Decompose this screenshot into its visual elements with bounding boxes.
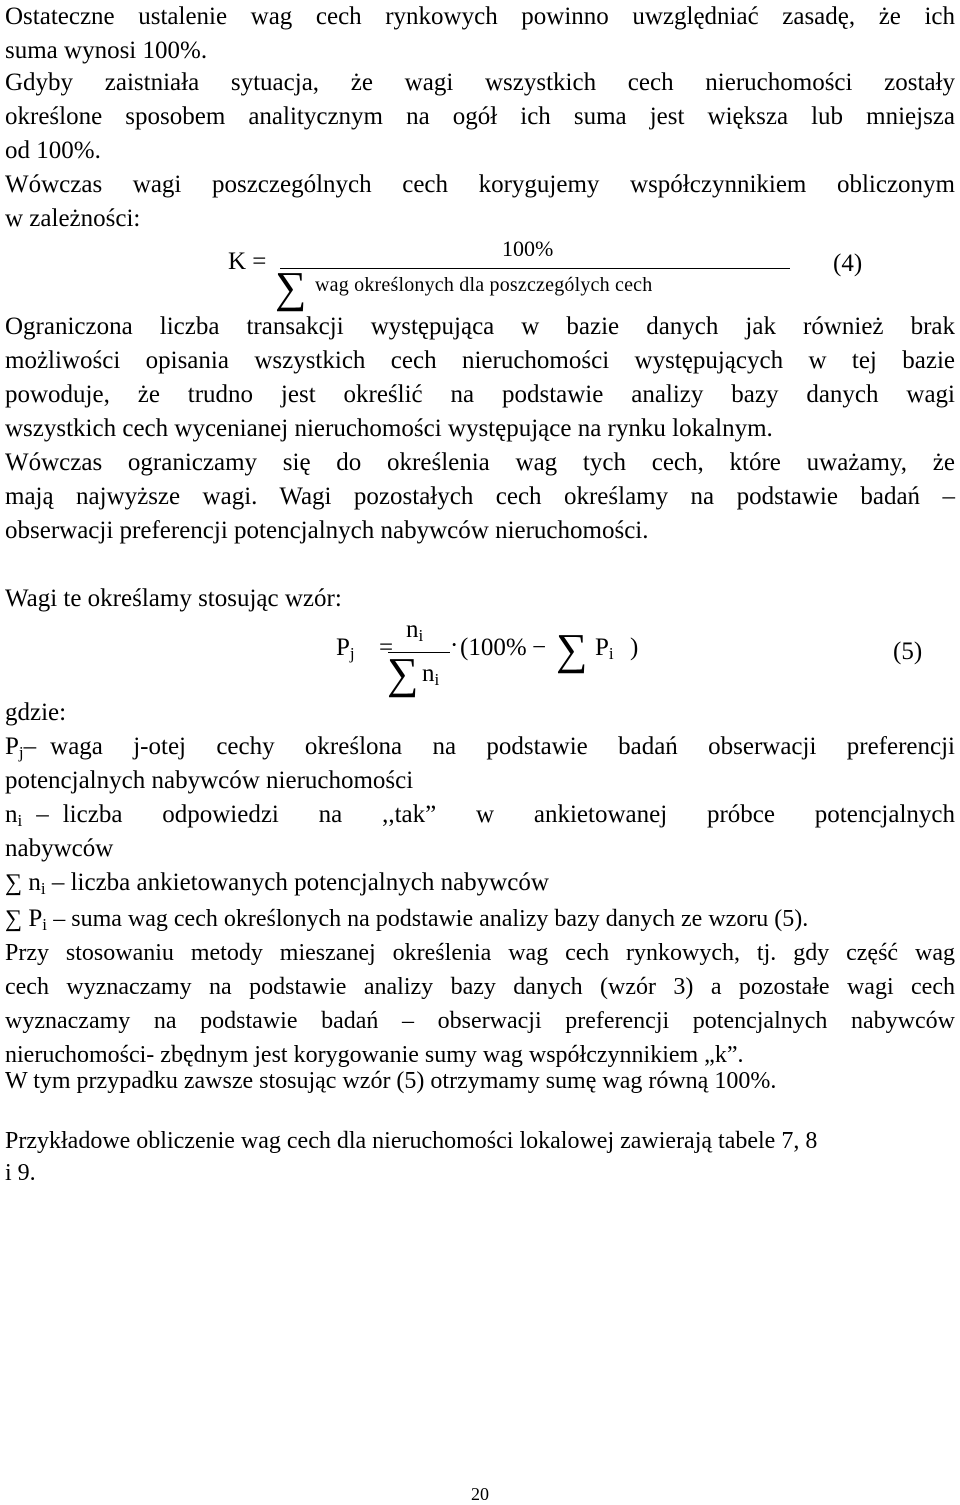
pj-symbol: $P_j$: [5, 733, 24, 762]
gdzie-label: gdzie:: [5, 699, 67, 726]
ni-definition-line-1: [5, 798, 955, 832]
formula-5-dot: ·: [450, 632, 459, 659]
ni-definition-line-2: nabywców: [5, 835, 114, 862]
pj-definition-line-1: [5, 730, 955, 764]
paragraph-3-line-1: Wówczas wagi poszczególnych cech korygujemy współczynnikiem obliczonym: [5, 171, 955, 198]
sum-ni-definition-text: – liczba ankietowanych potencjalnych nabywców: [51, 869, 549, 896]
page-number: 20: [471, 1484, 489, 1504]
formula-4: [5, 236, 955, 312]
paragraph-2-line-3: od 100%.: [5, 137, 101, 164]
pj-definition-text: waga j-otej cechy określona na podstawie badań obserwacji preferencji: [50, 733, 955, 760]
paragraph-9-line-1: Przykładowe obliczenie wag cech dla nieruchomości lokalowej zawierają tabele 7, 8: [5, 1128, 818, 1154]
sum-pi-definition-text: – suma wag cech określonych na podstawie analizy bazy danych ze wzoru (5).: [53, 906, 809, 932]
sum-ni-symbol: $n_i$: [28, 869, 46, 898]
formula-5-sigma-denominator: ∑: [387, 649, 419, 698]
paragraph-4-line-3: powoduje, że trudno jest określić na podstawie analizy bazy danych wagi: [5, 381, 955, 408]
paragraph-9-line-2: i 9.: [5, 1160, 36, 1186]
formula-5-minus: −: [532, 634, 547, 661]
paragraph-4-line-2: możliwości opisania wszystkich cech nieruchomości występujących w tej bazie: [5, 347, 955, 374]
sum-pi-symbol: $P_i$: [28, 905, 47, 934]
sum-pi-sigma: ∑: [5, 906, 23, 932]
paragraph-7-line-3: wyznaczamy na podstawie badań – obserwacji preferencji potencjalnych nabywców: [5, 1008, 955, 1034]
formula-4-number: (4): [833, 250, 863, 277]
paragraph-6: Wagi te określamy stosując wzór:: [5, 585, 342, 612]
sum-pi-definition: [5, 902, 808, 936]
formula-5-open: (100%: [460, 634, 527, 661]
paragraph-1-line-1: Ostateczne ustalenie wag cech rynkowych powinno uwzględniać zasadę, że ich: [5, 3, 955, 30]
pj-definition-line-2: potencjalnych nabywców nieruchomości: [5, 767, 414, 794]
formula-5-close: ): [630, 634, 639, 661]
formula-5-pi: $P_i$: [595, 634, 614, 663]
paragraph-4-line-1: Ograniczona liczba transakcji występująca w bazie danych jak również brak: [5, 313, 955, 340]
pj-dash: –: [23, 733, 37, 760]
paragraph-3-line-2: w zależności:: [5, 205, 141, 232]
formula-4-fraction-bar: [280, 268, 790, 269]
sum-ni-definition: [5, 866, 549, 900]
paragraph-7-line-2: cech wyznaczamy na podstawie analizy bazy danych (wzór 3) a pozostałe wagi cech: [5, 974, 955, 1000]
formula-5: [5, 616, 955, 696]
paragraph-1-line-2: suma wynosi 100%.: [5, 37, 208, 64]
ni-dash: –: [36, 801, 49, 828]
formula-5-numerator: $n_i$: [406, 616, 424, 645]
paragraph-4-line-4: wszystkich cech wycenianej nieruchomości występujące na rynku lokalnym.: [5, 415, 773, 442]
paragraph-7-line-1: Przy stosowaniu metody mieszanej określenia wag cech rynkowych, tj. gdy część wag: [5, 940, 955, 966]
formula-5-equals: =: [379, 634, 394, 661]
formula-4-numerator: 100%: [502, 236, 554, 261]
formula-5-denominator: $n_i$: [422, 660, 440, 689]
formula-5-sigma: ∑: [556, 625, 588, 674]
paragraph-5-line-2: mają najwyższe wagi. Wagi pozostałych cech określamy na podstawie badań –: [5, 483, 955, 510]
sum-ni-sigma: ∑: [5, 870, 23, 896]
formula-5-number: (5): [893, 638, 923, 665]
paragraph-5-line-3: obserwacji preferencji potencjalnych nabywców nieruchomości.: [5, 517, 649, 544]
paragraph-2-line-2: określone sposobem analitycznym na ogół ich suma jest większa lub mniejsza: [5, 103, 955, 130]
formula-4-denominator: wag określonych dla poszczególych cech: [315, 274, 653, 296]
ni-definition-text: liczba odpowiedzi na ,,tak” w ankietowanej próbce potencjalnych: [62, 801, 955, 828]
paragraph-8: W tym przypadku zawsze stosując wzór (5) otrzymamy sumę wag równą 100%.: [5, 1068, 777, 1094]
formula-4-sigma: ∑: [275, 263, 307, 312]
ni-symbol: $n_i$: [5, 801, 23, 830]
formula-5-pj: $P_j$: [336, 634, 355, 663]
paragraph-5-line-1: Wówczas ograniczamy się do określenia wag tych cech, które uważamy, że: [5, 449, 955, 476]
paragraph-2-line-1: Gdyby zaistniała sytuacja, że wagi wszystkich cech nieruchomości zostały: [5, 69, 955, 96]
paragraph-7-line-4: nieruchomości- zbędnym jest korygowanie sumy wag współczynnikiem „k”.: [5, 1042, 744, 1068]
formula-4-lhs: K =: [228, 248, 267, 275]
